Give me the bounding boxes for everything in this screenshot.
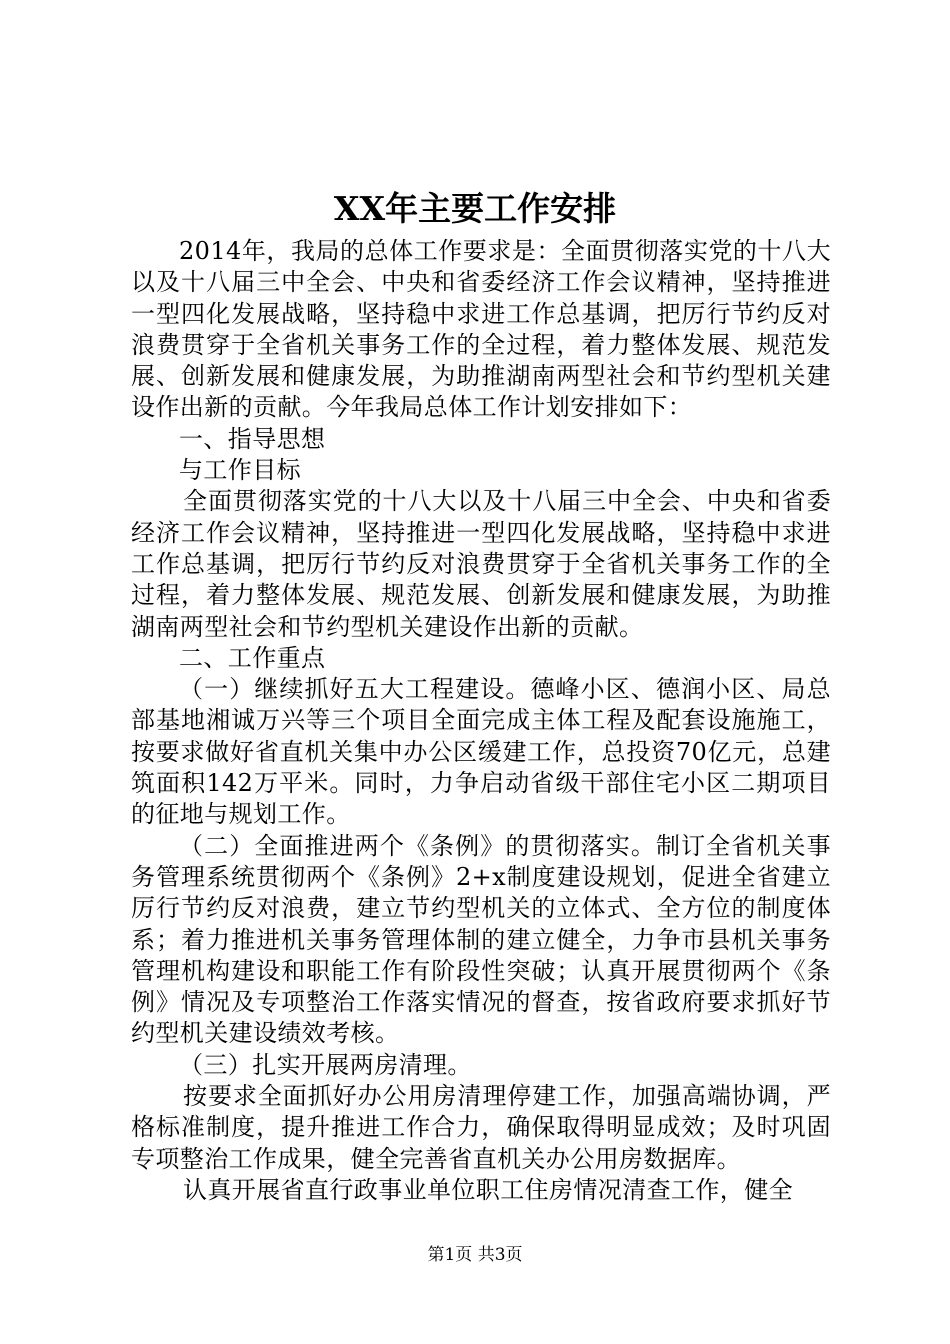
paragraph-guiding-thought: 全面贯彻落实党的十八大以及十八届三中全会、中央和省委经济工作会议精神，坚持推进一型四化发展战略，坚持稳中求进工作总基调，把厉行节约反对浪费贯穿于全省机关事务工作的全过程，着力整体发展、规范发展、创新发展和健康发展，为助推湖南两型社会和节约型机关建设作出新的贡献。: [131, 487, 831, 641]
paragraph-item-1: （一）继续抓好五大工程建设。德峰小区、德润小区、局总部基地湘诚万兴等三个项目全面完成主体工程及配套设施施工，按要求做好省直机关集中办公区缓建工作，总投资70亿元，总建筑面积142万平米。同时，力争启动省级干部住宅小区二期项目的征地与规划工作。: [131, 675, 831, 829]
heading-guiding-thought: 一、指导思想: [179, 424, 326, 453]
heading-item-3: （三）扎实开展两房清理。: [179, 1050, 472, 1079]
paragraph-housing-check: 认真开展省直行政事业单位职工住房情况清查工作，健全: [183, 1175, 793, 1204]
page-footer: 第1页 共3页: [427, 1245, 523, 1265]
heading-work-focus: 二、工作重点: [179, 643, 326, 672]
document-body: [131, 236, 831, 1206]
paragraph-intro: 2014年，我局的总体工作要求是：全面贯彻落实党的十八大以及十八届三中全会、中央和省委经济工作会议精神，坚持推进一型四化发展战略，坚持稳中求进工作总基调，把厉行节约反对浪费贯穿于全省机关事务工作的全过程，着力整体发展、规范发展、创新发展和健康发展，为助推湖南两型社会和节约型机关建设作出新的贡献。今年我局总体工作计划安排如下：: [131, 237, 831, 422]
heading-work-goal: 与工作目标: [179, 456, 301, 485]
paragraph-office-cleanup: 按要求全面抓好办公用房清理停建工作，加强高端协调，严格标准制度，提升推进工作合力，确保取得明显成效；及时巩固专项整治工作成果，健全完善省直机关办公用房数据库。: [131, 1082, 831, 1173]
document-title: XX年主要工作安排: [333, 189, 617, 228]
paragraph-item-2: （二）全面推进两个《条例》的贯彻落实。制订全省机关事务管理系统贯彻两个《条例》2+x制度建设规划，促进全省建立厉行节约反对浪费，建立节约型机关的立体式、全方位的制度体系；着力推进机关事务管理体制的建立健全，力争市县机关事务管理机构建设和职能工作有阶段性突破；认真开展贯彻两个《条例》情况及专项整治工作落实情况的督查，按省政府要求抓好节约型机关建设绩效考核。: [131, 831, 831, 1048]
